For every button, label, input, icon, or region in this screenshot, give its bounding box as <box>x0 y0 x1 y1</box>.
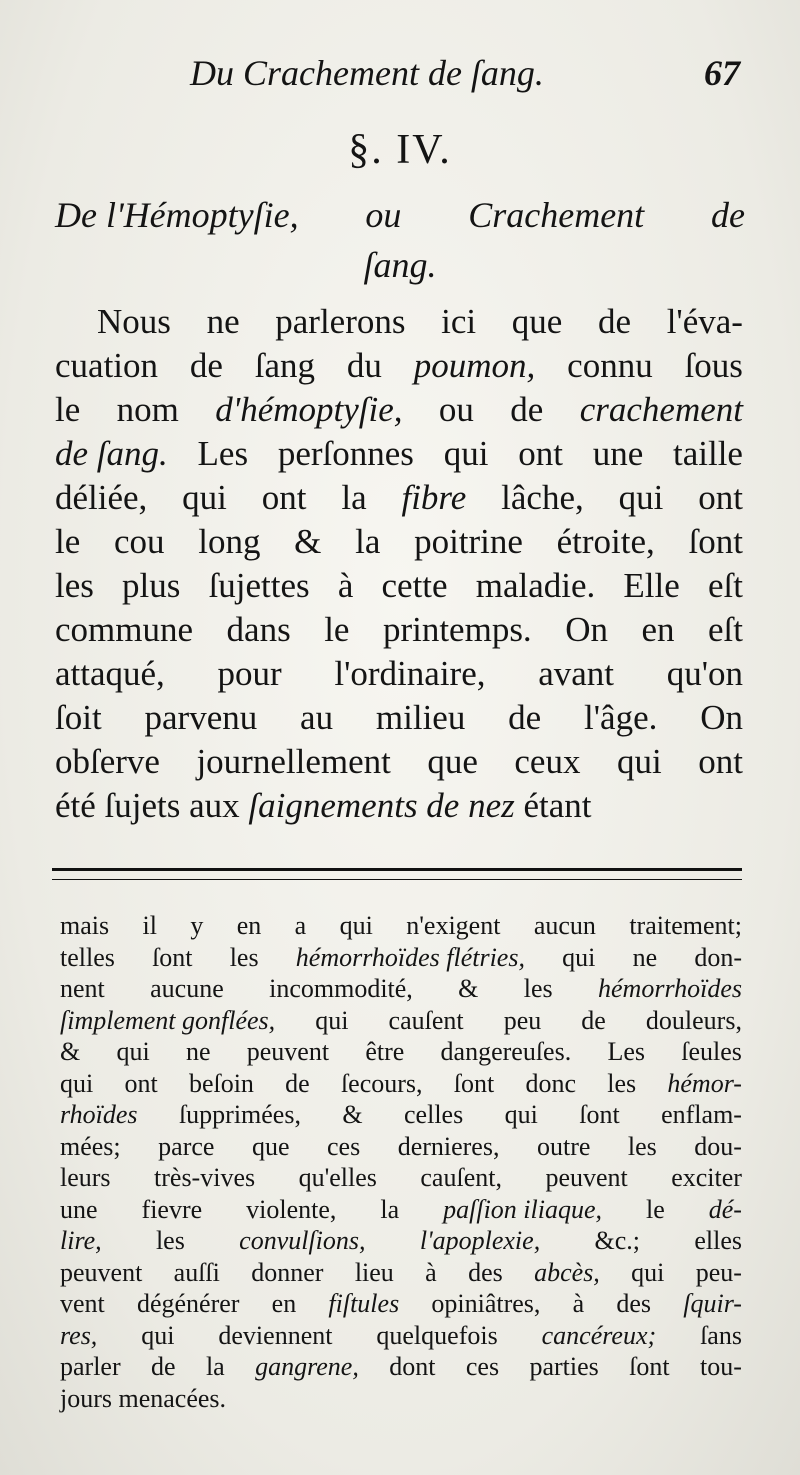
body-word: de <box>510 390 544 429</box>
footnote-line <box>60 1383 742 1415</box>
footnote-word: dont <box>389 1352 436 1381</box>
body-word: Les <box>197 434 249 473</box>
footnote-line <box>60 1131 742 1163</box>
title-word: De l'Hémoptyſie, <box>55 195 299 235</box>
footnote-word: qui <box>315 1005 349 1035</box>
body-word: les <box>55 566 94 605</box>
footnote-word: gangrene, <box>255 1352 359 1381</box>
body-word: connu <box>567 346 653 385</box>
body-word: taille <box>673 434 743 473</box>
body-word: qui <box>616 742 662 781</box>
footnote-word: ces <box>465 1352 500 1381</box>
footnote-word: mées; <box>60 1131 121 1161</box>
footnote-word: cauſent <box>388 1005 464 1035</box>
body-word: obſerve <box>55 742 160 781</box>
footnote-word: parties <box>529 1352 599 1381</box>
footnote-word: celles <box>404 1100 464 1129</box>
section-title-line-1 <box>55 190 745 240</box>
footnote-word: cancéreux; <box>541 1320 657 1350</box>
footnote-word: convulſions, <box>239 1226 366 1255</box>
title-word: ou <box>365 195 402 235</box>
footnote-line <box>60 973 742 1005</box>
footnote-line <box>60 910 742 942</box>
body-word: ſujets <box>104 786 181 825</box>
footnote-word: lire, <box>60 1226 102 1255</box>
footnote-word: telles <box>60 942 115 972</box>
footnote-word: n'exigent <box>406 911 501 940</box>
footnote-word: les <box>523 974 553 1003</box>
body-word: ſang <box>254 346 316 385</box>
footnote-word: aucun <box>533 911 596 940</box>
body-word: déliée, <box>55 478 148 517</box>
footnote-word: les <box>229 942 259 972</box>
body-word: cou <box>113 522 165 561</box>
footnote-word: des <box>616 1289 652 1318</box>
body-word: ont <box>518 434 563 473</box>
body-line <box>55 564 743 608</box>
body-word: de ſang. <box>55 434 168 473</box>
title-word: Crachement <box>468 195 645 235</box>
footnote-word: nent <box>60 974 105 1003</box>
body-line <box>55 520 743 564</box>
footnote-rule <box>52 868 742 880</box>
body-word: printemps. <box>382 610 532 649</box>
body-word: pour <box>217 654 282 693</box>
footnote-word: à <box>425 1257 437 1287</box>
body-word: de <box>189 346 223 385</box>
body-word: fibre <box>401 478 467 517</box>
footnote-word: ſupprimées, <box>178 1100 301 1129</box>
footnote-word: ces <box>326 1131 361 1161</box>
body-word: ſaignements de nez <box>248 786 515 825</box>
body-line <box>55 476 743 520</box>
footnote-word: que <box>251 1131 290 1161</box>
body-word: parlerons <box>275 302 406 341</box>
footnote-word: beſoin <box>188 1068 254 1098</box>
body-word: lâche, <box>501 478 584 517</box>
body-word: eſt <box>708 610 743 649</box>
footnote-word: hémorrhoïdes flétries, <box>295 942 525 972</box>
footnote-word: rhoïdes <box>60 1100 138 1129</box>
body-line <box>55 784 743 828</box>
footnote-word: qui <box>504 1100 538 1129</box>
body-word: le <box>55 522 81 561</box>
footnote-word: vent <box>60 1289 105 1318</box>
footnote-word: dou- <box>694 1131 742 1161</box>
body-word: poitrine <box>414 522 523 561</box>
footnote-word: peu- <box>695 1257 742 1287</box>
section-title <box>55 190 745 290</box>
footnote-word: menacées. <box>118 1383 227 1413</box>
footnote-word: en <box>271 1289 297 1318</box>
footnote-word: incommodité, <box>269 974 413 1003</box>
footnote-word: paſſion iliaque, <box>443 1194 603 1224</box>
body-word: On <box>565 610 608 649</box>
body-word: milieu <box>375 698 466 737</box>
footnote-word: de <box>581 1005 606 1035</box>
body-word: attaqué, <box>55 654 165 693</box>
footnote-word: à <box>572 1289 585 1318</box>
footnote-line <box>60 1351 742 1383</box>
footnote-word: a <box>294 911 307 940</box>
body-word: d'hémoptyſie, <box>215 390 403 429</box>
body-line <box>55 696 743 740</box>
footnote-word: les <box>155 1226 185 1255</box>
footnote-line <box>60 1194 742 1226</box>
title-word: de <box>710 195 745 235</box>
body-word: ou <box>438 390 474 429</box>
footnote-word: lieu <box>354 1257 394 1287</box>
body-word: ſous <box>684 346 743 385</box>
footnote-word: le <box>646 1194 665 1224</box>
body-word: le <box>324 610 350 649</box>
body-word: de <box>508 698 542 737</box>
body-word: eſt <box>707 566 743 605</box>
body-word: qui <box>618 478 664 517</box>
footnote-word: ſquir- <box>683 1289 742 1318</box>
body-word: ont <box>698 742 743 781</box>
footnote-word: &c.; <box>594 1226 641 1255</box>
footnote-word: être <box>365 1037 405 1066</box>
footnote-word: aucune <box>150 974 224 1003</box>
footnote-line <box>60 1036 742 1068</box>
section-title-line-2: ſang. <box>363 245 437 285</box>
body-word: ont <box>261 478 307 517</box>
footnote-word: opiniâtres, <box>431 1289 541 1318</box>
body-word: ſoit <box>55 698 102 737</box>
body-word: perſonnes <box>277 434 414 473</box>
footnote-word: la <box>380 1194 400 1224</box>
footnote-word: donc <box>525 1068 577 1098</box>
footnote-word: traitement; <box>629 911 742 940</box>
footnote-line <box>60 942 742 974</box>
body-word: que <box>511 302 563 341</box>
footnote-line <box>60 1288 742 1320</box>
body-word: étant <box>523 786 592 825</box>
footnote-word: qui <box>116 1037 150 1066</box>
body-word: nom <box>116 390 179 429</box>
footnote-word: qui <box>339 911 373 940</box>
footnote-word: elles <box>694 1226 742 1255</box>
body-word: le <box>55 390 81 429</box>
footnote-word: peuvent <box>60 1257 143 1287</box>
footnote-word: dégénérer <box>136 1289 240 1318</box>
footnote-word: en <box>236 911 262 940</box>
body-word: maladie. <box>475 566 596 605</box>
footnote-word: ſecours, <box>340 1068 423 1098</box>
body-word: commune <box>55 610 194 649</box>
footnote-word: ne <box>185 1037 211 1066</box>
footnote-line <box>60 1099 742 1131</box>
body-word: crachement <box>579 390 743 429</box>
footnote-word: dernieres, <box>397 1131 500 1161</box>
body-word: au <box>300 698 334 737</box>
body-word: du <box>346 346 382 385</box>
footnote-word: parce <box>158 1131 215 1161</box>
body-word: aux <box>189 786 240 825</box>
body-word: l'âge. <box>584 698 658 737</box>
body-word: ſujettes <box>208 566 310 605</box>
footnote-word: don- <box>694 942 742 972</box>
body-word: Elle <box>623 566 680 605</box>
footnote-word: ont <box>124 1068 158 1098</box>
body-line <box>55 300 743 344</box>
body-word: long <box>198 522 261 561</box>
footnote-word: ſeules <box>681 1037 742 1066</box>
footnote-word: qui <box>60 1068 94 1098</box>
footnote-word: de <box>151 1352 176 1381</box>
footnote-word: Les <box>607 1037 646 1066</box>
body-word: cuation <box>55 346 159 385</box>
footnote-line <box>60 1257 742 1289</box>
footnote-word: hémor- <box>667 1068 742 1098</box>
footnote-word: leurs <box>60 1163 111 1192</box>
footnote-word: peuvent <box>545 1163 628 1192</box>
body-word: à <box>337 566 354 605</box>
footnote-word: qui <box>631 1257 665 1287</box>
footnote-word: ne <box>632 942 658 972</box>
footnote-word: ſont <box>629 1352 670 1381</box>
footnote-word: y <box>190 911 204 940</box>
body-word: On <box>700 698 743 737</box>
footnote-word: & <box>342 1100 363 1129</box>
footnote-word: dé- <box>708 1194 742 1224</box>
footnote-word: fiſtules <box>328 1289 400 1318</box>
body-text <box>55 300 743 828</box>
body-word: poumon, <box>413 346 536 385</box>
body-word: ne <box>206 302 240 341</box>
footnote-word: exciter <box>671 1163 742 1192</box>
section-number: §. IV. <box>348 127 452 173</box>
footnote-word: violente, <box>246 1194 337 1224</box>
footnote-word: donner <box>251 1257 324 1287</box>
footnote-word: & <box>60 1037 81 1066</box>
body-word: parvenu <box>144 698 258 737</box>
body-word: ſont <box>688 522 743 561</box>
footnote-word: quelquefois <box>376 1320 498 1350</box>
footnote-word: les <box>607 1068 637 1098</box>
footnote-word: outre <box>536 1131 591 1161</box>
body-word: ceux <box>514 742 581 781</box>
footnote-word: peuvent <box>246 1037 330 1066</box>
body-word: qu'on <box>666 654 743 693</box>
footnote-text <box>60 910 742 1414</box>
body-word: qui <box>443 434 489 473</box>
footnote-word: les <box>627 1131 657 1161</box>
footnote-word: l'apoplexie, <box>419 1226 541 1255</box>
footnote-word: ſimplement gonflées, <box>60 1005 276 1035</box>
footnote-word: ſont <box>579 1100 620 1129</box>
body-line <box>55 344 743 388</box>
footnote-word: très-vives <box>154 1163 256 1192</box>
footnote-word: deviennent <box>218 1320 333 1350</box>
footnote-word: hémorrhoïdes <box>598 974 742 1003</box>
footnote-line <box>60 1005 742 1037</box>
footnote-word: jours <box>60 1383 112 1413</box>
body-word: avant <box>538 654 614 693</box>
footnote-line <box>60 1162 742 1194</box>
footnote-line <box>60 1225 742 1257</box>
body-word: cette <box>381 566 448 605</box>
body-word: dans <box>226 610 291 649</box>
body-line <box>55 652 743 696</box>
footnote-word: peu <box>503 1005 542 1035</box>
footnote-word: enflam- <box>661 1100 742 1129</box>
body-line <box>55 740 743 784</box>
footnote-word: qu'elles <box>298 1163 377 1192</box>
body-word: journellement <box>196 742 391 781</box>
footnote-word: parler <box>60 1352 121 1381</box>
footnote-word: douleurs, <box>645 1005 742 1035</box>
footnote-word: dangereuſes. <box>440 1037 572 1066</box>
footnote-word: une <box>60 1194 98 1224</box>
body-word: une <box>592 434 644 473</box>
body-word: la <box>341 478 367 517</box>
body-word: en <box>641 610 675 649</box>
body-word: l'éva- <box>666 302 743 341</box>
footnote-line <box>60 1320 742 1352</box>
body-line <box>55 608 743 652</box>
body-word: ont <box>698 478 743 517</box>
footnote-word: abcès, <box>534 1257 600 1287</box>
page-number: 67 <box>704 53 740 93</box>
footnote-word: ſans <box>700 1320 742 1350</box>
body-word: plus <box>122 566 181 605</box>
footnote-word: mais <box>60 911 110 940</box>
footnote-word: il <box>142 911 157 940</box>
body-word: & <box>294 522 322 561</box>
footnote-word: cauſent, <box>420 1163 502 1192</box>
body-word: ici <box>441 302 477 341</box>
body-word: de <box>598 302 632 341</box>
body-line <box>55 388 743 432</box>
footnote-word: la <box>205 1352 225 1381</box>
footnote-word: fievre <box>141 1194 203 1224</box>
body-word: qui <box>182 478 227 517</box>
footnote-word: res, <box>60 1320 98 1350</box>
footnote-line <box>60 1068 742 1100</box>
footnote-word: ſont <box>152 942 193 972</box>
body-word: l'ordinaire, <box>334 654 486 693</box>
footnote-word: tou- <box>700 1352 742 1381</box>
body-word: étroite, <box>556 522 655 561</box>
footnote-word: des <box>468 1257 503 1287</box>
running-head <box>190 52 740 94</box>
footnote-word: auſſi <box>173 1257 220 1287</box>
body-word: Nous <box>97 302 171 341</box>
footnote-word: qui <box>562 942 596 972</box>
body-word: que <box>427 742 478 781</box>
body-word: été <box>55 786 96 825</box>
footnote-word: qui <box>141 1320 175 1350</box>
body-word: la <box>355 522 381 561</box>
footnote-word: & <box>458 974 479 1003</box>
body-line <box>55 432 743 476</box>
footnote-word: ſont <box>453 1068 495 1098</box>
running-title: Du Crachement de ſang. <box>190 53 544 93</box>
footnote-word: de <box>285 1068 310 1098</box>
